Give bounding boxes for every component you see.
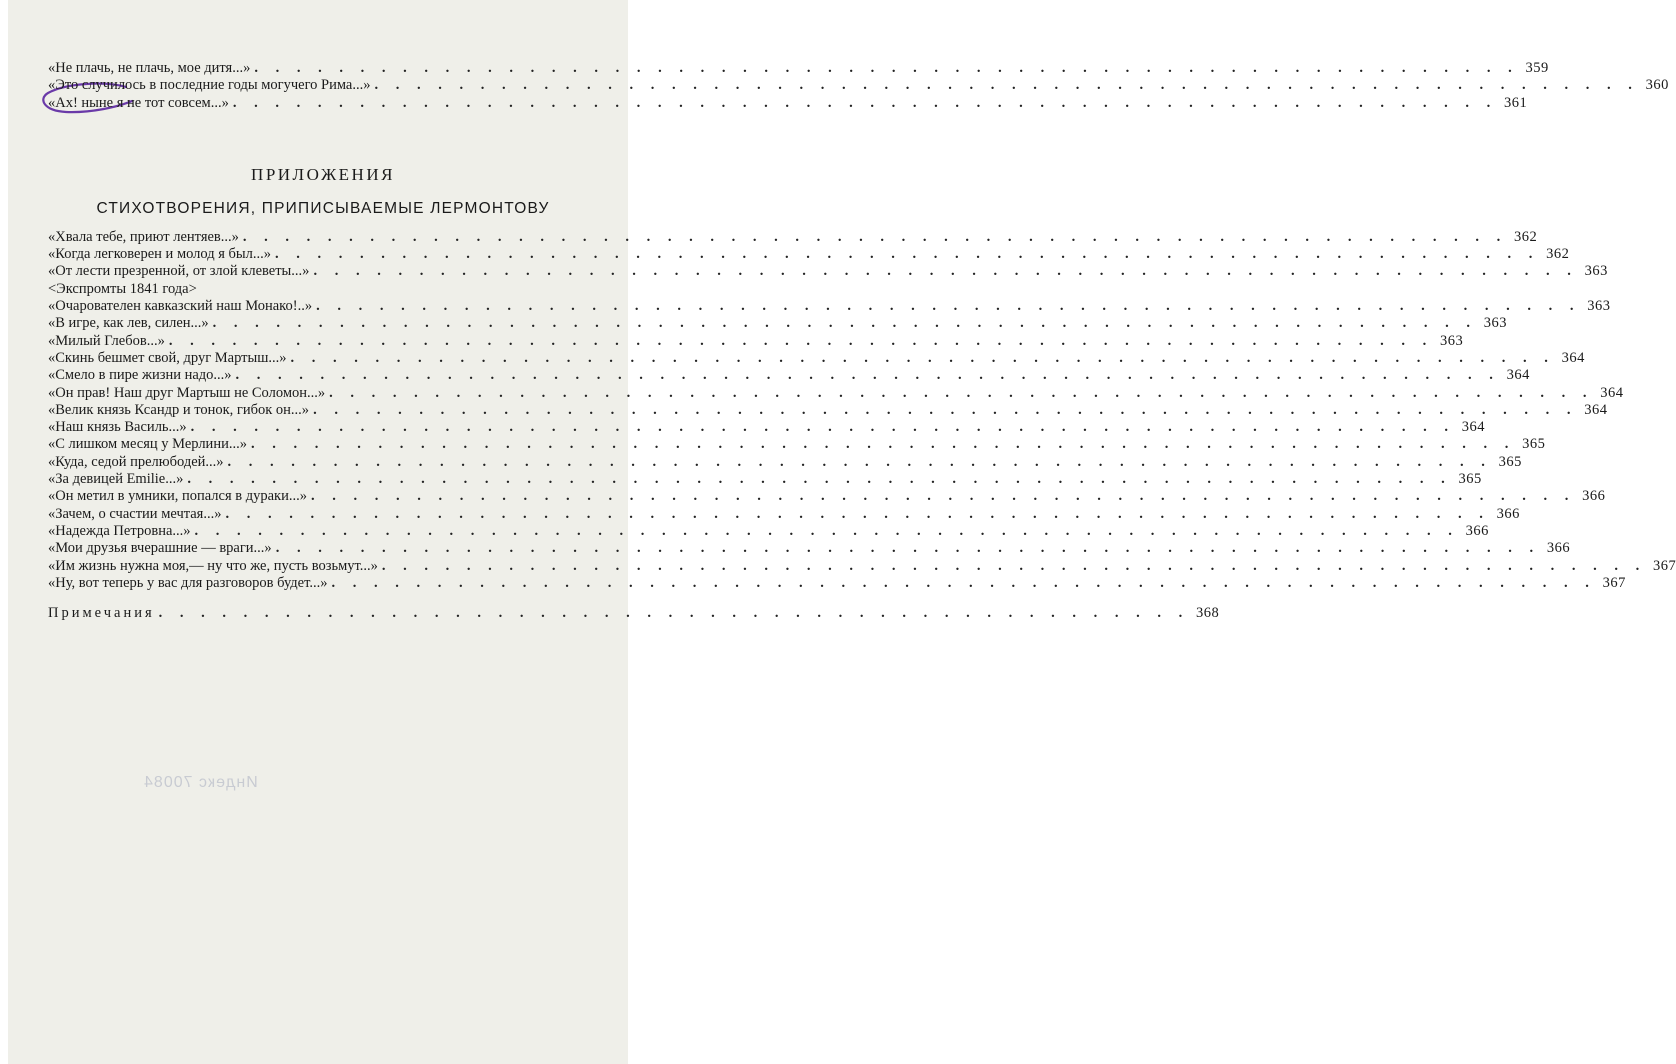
toc-page-number: 363 [1483,315,1508,332]
toc-page-number: 363 [1439,332,1464,349]
toc-row[interactable] [48,453,1522,471]
toc-entry-title: «Не плачь, не плачь, мое дитя...» [48,60,251,76]
appendix-heading: ПРИЛОЖЕНИЯ [251,164,395,184]
toc-page-number: 364 [1561,349,1585,366]
dot-leader: . . . . . . . . . . . . . . . . . . . . . . . . . . . . . . . . . . . . . . . . . . . . . . . . . . . . . . . . . . . . [290,349,1555,366]
toc-row[interactable] [48,557,1676,575]
dot-leader: . . . . . . . . . . . . . . . . . . . . . . . . . . . . . . . . . . . . . . . . . . . . . . . . . [158,605,1190,622]
dot-leader: . . . . . . . . . . . . . . . . . . . . . . . . . . . . . . . . . . . . . . . . . . . . . . . . . . . . . . . . . . . . [194,522,1459,539]
toc-entry-title: Примечания [48,605,155,622]
toc-page-number: 362 [1514,228,1538,245]
toc-entry-title: «Очарователен кавказский наш Монако!..» [48,298,313,315]
toc-entry-title: «Он прав! Наш друг Мартыш не Соломон...» [48,384,326,401]
toc-entry-title: «От лести презренной, от злой клеветы...» [48,263,310,280]
toc-row[interactable] [48,367,1530,384]
toc-entry-title: «Им жизнь нужна моя,— ну что же, пусть возьмут...» [48,557,378,574]
dot-leader: . . . . . . . . . . . . . . . . . . . . . . . . . . . . . . . . . . . . . . . . . . . . . . . . . . . . . . . . . . . . [275,246,1540,263]
dot-leader: . . . . . . . . . . . . . . . . . . . . . . . . . . . . . . . . . . . . . . . . . . . . . . . . . . . . . . . . . . . . [212,315,1478,332]
toc-row[interactable] [48,488,1606,505]
toc-row[interactable] [48,384,1624,402]
book-page [8,0,1676,1064]
toc-page-number: 368 [1196,605,1220,622]
dot-leader: . . . . . . . . . . . . . . . . . . . . . . . . . . . . . . . . . . . . . . . . . . . . . . . . . . . . . . . . . . . . [250,436,1516,453]
toc-page-number: 363 [1584,263,1608,280]
toc-page-number: 362 [1546,246,1570,263]
dot-leader: . . . . . . . . . . . . . . . . . . . . . . . . . . . . . . . . . . . . . . . . . . . . . . . . . . . . . . . . . . . . [329,384,1594,401]
toc-page-number: 359 [1525,60,1549,76]
toc-entry-title: «Ах! ныне я не тот совсем...» [48,94,229,111]
toc-row[interactable] [48,332,1464,350]
toc-row[interactable] [48,349,1585,367]
toc-entry-title: «Куда, седой прелюбодей...» [48,453,224,470]
dot-leader: . . . . . . . . . . . . . . . . . . . . . . . . . . . . . . . . . . . . . . . . . . . . . . . . . . . . . . . . . . . . [254,60,1519,76]
dot-leader: . . . . . . . . . . . . . . . . . . . . . . . . . . . . . . . . . . . . . . . . . . . . . . . . . . . . . . . . . . . . [313,401,1578,418]
toc-page-number: 367 [1653,557,1676,574]
toc-entry-title: «За девицей Emilie...» [48,471,184,488]
dot-leader: . . . . . . . . . . . . . . . . . . . . . . . . . . . . . . . . . . . . . . . . . . . . . . . . . . . . . . . . . . . . [331,574,1596,591]
toc-page-number: 363 [1587,298,1611,315]
toc-entry-title: «В игре, как лев, силен...» [48,315,209,332]
toc-row[interactable] [48,298,1611,315]
toc-page-number: 364 [1600,384,1624,401]
toc-entry-title: «Ну, вот теперь у вас для разговоров будет...» [48,574,328,591]
table-of-contents [48,60,1676,622]
toc-entry-title: «Мои друзья вчерашние — враги...» [48,540,272,557]
dot-leader: . . . . . . . . . . . . . . . . . . . . . . . . . . . . . . . . . . . . . . . . . . . . . . . . . . . . . . . . . . . . [313,263,1578,280]
toc-page-number: 366 [1496,505,1520,522]
toc-page-number: 365 [1458,471,1482,488]
toc-entry-title: «Это случилось в последние годы могучего Рима...» [48,77,371,94]
toc-page-number: 366 [1546,540,1571,557]
dot-leader: . . . . . . . . . . . . . . . . . . . . . . . . . . . . . . . . . . . . . . . . . . . . . . . . . . . . . . . . . . . . [232,94,1498,111]
toc-row[interactable] [48,471,1482,488]
toc-page-number: 364 [1506,367,1530,384]
dot-leader: . . . . . . . . . . . . . . . . . . . . . . . . . . . . . . . . . . . . . . . . . . . . . . . . . . . . . . . . . . . . [374,77,1639,94]
group-label: <Экспромты 1841 года> [48,280,197,297]
toc-row[interactable] [48,401,1608,419]
dot-leader: . . . . . . . . . . . . . . . . . . . . . . . . . . . . . . . . . . . . . . . . . . . . . . . . . . . . . . . . . . . . [227,453,1492,470]
dot-leader: . . . . . . . . . . . . . . . . . . . . . . . . . . . . . . . . . . . . . . . . . . . . . . . . . . . . . . . . . . . . [242,228,1508,245]
toc-row[interactable] [48,522,1489,540]
toc-entry-title: «Милый Глебов...» [48,332,165,349]
toc-entry-title: «Когда легковерен и молод я был...» [48,246,272,263]
dot-leader: . . . . . . . . . . . . . . . . . . . . . . . . . . . . . . . . . . . . . . . . . . . . . . . . . . . . . . . . . . . . [275,540,1541,557]
show-through-stamp: Индекс 70084 [143,774,258,791]
toc-page-number: 366 [1582,488,1606,505]
toc-page-number: 365 [1522,436,1546,453]
toc-row[interactable] [48,246,1570,263]
dot-leader: . . . . . . . . . . . . . . . . . . . . . . . . . . . . . . . . . . . . . . . . . . . . . . . . . . . . . . . . . . . . [310,488,1576,505]
toc-page-number: 364 [1461,419,1486,436]
toc-entry-title: «Скинь бешмет свой, друг Мартыш...» [48,349,287,366]
toc-row[interactable] [48,228,1538,246]
toc-entry-title: «Зачем, о счастии мечтая...» [48,505,222,522]
toc-row[interactable] [48,419,1486,436]
toc-entry-title: «Наш князь Василь...» [48,419,187,436]
toc-page-number: 361 [1503,94,1528,111]
toc-page-number: 366 [1465,522,1489,539]
dot-leader: . . . . . . . . . . . . . . . . . . . . . . . . . . . . . . . . . . . . . . . . . . . . . . . . . . . . . . . . . . . . [190,419,1456,436]
toc-page-number: 365 [1498,453,1522,470]
toc-row[interactable] [48,315,1508,332]
toc-page-number: 364 [1584,401,1608,418]
toc-row[interactable] [48,60,1549,77]
dot-leader: . . . . . . . . . . . . . . . . . . . . . . . . . . . . . . . . . . . . . . . . . . . . . . . . . . . . . . . . . . . . [187,471,1452,488]
toc-row[interactable] [48,94,1528,112]
toc-row[interactable] [48,77,1669,94]
toc-appendix-entries-a [48,228,1608,281]
toc-section-before [48,60,1669,112]
toc-row[interactable] [48,540,1571,557]
toc-entry-title: «Велик князь Ксандр и тонок, гибок он...» [48,401,310,418]
toc-entry-title: «Надежда Петровна...» [48,522,191,539]
toc-page-number: 360 [1645,77,1669,94]
toc-page-number: 367 [1602,574,1626,591]
dot-leader: . . . . . . . . . . . . . . . . . . . . . . . . . . . . . . . . . . . . . . . . . . . . . . . . . . . . . . . . . . . . [168,332,1434,349]
dot-leader: . . . . . . . . . . . . . . . . . . . . . . . . . . . . . . . . . . . . . . . . . . . . . . . . . . . . . . . . . . . . [235,367,1500,384]
toc-entry-title: «Он метил в умники, попался в дураки...» [48,488,307,505]
dot-leader: . . . . . . . . . . . . . . . . . . . . . . . . . . . . . . . . . . . . . . . . . . . . . . . . . . . . . . . . . . . . [381,557,1647,574]
toc-entry-title: «Хвала тебе, приют лентяев...» [48,228,239,245]
appendix-subheading: СТИХОТВОРЕНИЯ, ПРИПИСЫВАЕМЫЕ ЛЕРМОНТОВУ [96,199,550,217]
toc-row-notes[interactable] [48,605,1220,622]
dot-leader: . . . . . . . . . . . . . . . . . . . . . . . . . . . . . . . . . . . . . . . . . . . . . . . . . . . . . . . . . . . . [225,505,1490,522]
toc-entry-title: «С лишком месяц у Мерлини...» [48,436,247,453]
toc-row[interactable] [48,505,1520,523]
dot-leader: . . . . . . . . . . . . . . . . . . . . . . . . . . . . . . . . . . . . . . . . . . . . . . . . . . . . . . . . . . . . [316,298,1581,315]
toc-appendix-entries-b [48,298,1676,592]
toc-row[interactable] [48,436,1546,453]
toc-row[interactable] [48,574,1626,592]
toc-entry-title: «Смело в пире жизни надо...» [48,367,232,384]
toc-row[interactable] [48,263,1608,280]
